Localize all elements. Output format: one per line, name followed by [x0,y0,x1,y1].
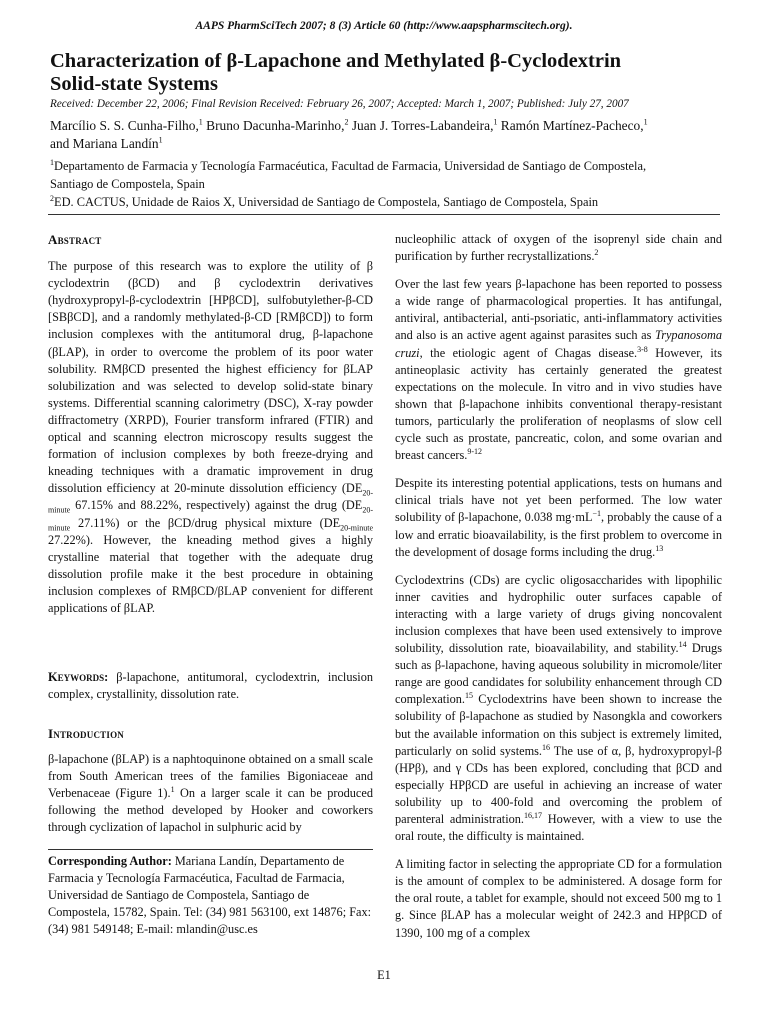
paragraph-3 [395,475,722,560]
paragraph-text: However, its antineoplasic activity has certainly generated the greatest expectations on the molecule. In vitro and in vivo studies have shown that β-lapachone inhibits conventional therapy-resistant tumors, particularly the proliferation of neoplasms of slow cell cycle such as prostate, pancreatic, colon, and some ovarian and breast cancers. [395,345,722,463]
author-affiliation-mark: 1 [643,117,648,127]
abstract-subscript: 20-minute [340,522,373,532]
paragraph-text: Drugs such as β-lapachone, having aqueous solubility in micromole/liter range are good candidates for solubility enhancement through CD complexation. [395,641,722,707]
paragraph-2 [395,276,722,464]
corresponding-author [48,853,373,938]
affiliation-1 [50,157,740,193]
affiliation-text: ED. CACTUS, Unidade de Raios X, Universidad de Santiago de Compostela, Santiago de Compostela, Spain [54,195,599,209]
citation-mark: 14 [678,639,687,649]
abstract-section [48,231,373,617]
right-column [395,231,722,942]
introduction-heading: Introduction [48,726,124,741]
introduction-text-part: On a larger scale it can be produced following the method developed by Hooker and coworkers through cyclization of lapachol in sulphuric acid by [48,786,373,835]
abstract-subscript: 20-minute [48,505,373,532]
abstract-text-part: 27.22%). However, the kneading method gives a highly crystalline material that together with the adequate drug dissolution profile make it the best procedure in obtaining inclusion complexes of RMβCD/βLAP convenient for different applications of βLAP. [48,532,373,615]
author-name: Bruno Dacunha-Marinho, [202,118,345,133]
citation-mark: 16,17 [524,810,542,820]
author-affiliation-mark: 1 [158,135,163,145]
author-name: and Mariana Landín [50,136,159,151]
paragraph-text: Despite its interesting potential applications, tests on humans and clinical trials have not yet been performed. The low water solubility of β-lapachone, 0.038 mg·mL [395,476,722,525]
affiliation-2 [50,193,740,211]
author-list [50,117,730,153]
unit-exponent: −1 [592,509,601,519]
citation-mark: 3-8 [637,344,648,354]
abstract-subscript: 20-minute [48,488,373,515]
corresponding-label: Corresponding Author: [48,854,172,868]
paragraph-text: However, with a view to use the oral route, the difficulty is maintained. [395,812,722,844]
affiliation-mark: 2 [50,193,54,203]
footnote-divider [48,849,373,850]
citation-mark: 2 [594,248,599,257]
author-affiliation-mark: 1 [493,117,498,127]
introduction-text-part: β-lapachone (βLAP) is a naphtoquinone obtained on a small scale from South American trees of the families Bigoniaceae and Verbenaceae (Figure 1). [48,752,373,801]
citation-mark: 9-12 [467,447,483,457]
abstract-text [48,258,373,617]
author-affiliation-mark: 2 [344,117,349,127]
species-name: Trypanosoma cruzi [395,328,722,360]
received-dates: Received: December 22, 2006; Final Revision Received: February 26, 2007; Accepted: March 1, 2007; Published: July 27, 2007 [50,98,629,110]
affiliation-text: Santiago de Compostela, Spain [50,177,205,191]
citation-mark: 1 [170,785,175,795]
paragraph-5: A limiting factor in selecting the appropriate CD for a formulation is the amount of complex to be administered. A dosage form for the oral route, a tablet for example, should not exceed 500 mg to 1 g. Since βLAP has a molecular weight of 242.3 and HPβCD of 1390, 100 mg of a complex [395,857,722,940]
introduction-section [48,725,373,837]
author-name: Juan J. Torres-Labandeira, [348,118,494,133]
keywords-label: Keywords: [48,670,109,684]
title-line-1: Characterization of β-Lapachone and Methylated β-Cyclodextrin [50,50,622,72]
introduction-text [48,751,373,836]
affiliation-text: Departamento de Farmacia y Tecnología Farmacéutica, Facultad de Farmacia, Universidad de Santiago de Compostela, [54,159,647,173]
header-divider [48,214,720,215]
keywords [48,669,373,703]
journal-header: AAPS PharmSciTech 2007; 8 (3) Article 60 (http://www.aapspharmscitech.org). [195,20,573,32]
keywords-section [48,669,373,703]
paragraph-1 [395,231,722,265]
author-name: Marcílio S. S. Cunha-Filho, [50,118,199,133]
citation-mark: 16 [542,742,550,752]
abstract-text-part: 27.11%) or the βCD/drug physical mixture (DE [70,515,341,530]
affiliation-mark: 1 [50,157,54,167]
abstract-text-part: The purpose of this research was to explore the utility of β cyclodextrin (βCD) and β cyclodextrin derivatives (hydroxypropyl-β-cyclodextrin [HPβCD], sulfobutylether-β-CD [SBβCD], and a randomly methylated-β-CD [RMβCD]) to form inclusion complexes with the antitumoral drug, β-lapachone (βLAP), in order to overcome the problem of its poor water solubility. RMβCD presented the highest efficiency for βLAP solubilization and was selected to develop solid-state binary systems. Differential scanning calorimetry (DSC), X-ray powder diffractometry (XRPD), Fourier transform infrared (FTIR) and optical and scanning electron microscopy results suggest the formation of inclusion complexes by both freeze-drying and kneading techniques with a dramatic improvement in drug dissolution efficiency at 20-minute dissolution efficiency (DE [48,259,373,496]
page-number: E1 [377,968,391,982]
title-line-2: Solid-state Systems [50,73,218,95]
paragraph-text: The use of α, β, hydroxypropyl-β (HPβ), and γ CDs has been explored, concluding that βCD and especially HPβCD are useful in achieving an increase of water solubility up to 400-fold and overcoming the problem of parenteral administration. [395,743,722,826]
abstract-heading: Abstract [48,232,102,247]
paragraph-4 [395,572,722,846]
corresponding-text: Mariana Landín, Departamento de Farmacia y Tecnología Farmacéutica, Facultad de Farmacia, Universidad de Santiago de Compostela, Santiago de Compostela, 15782, Spain. Tel: (34) 981 563100, ext 14876; Fax: (34) 981 549148; E-mail: mlandin@usc.es [48,854,372,937]
paragraph-text: Cyclodextrins have been shown to increase the solubility of β-lapachone as studied by Nasongkla and coworkers but the available information on this subject is extremely limited, particularly on solid systems. [395,692,722,758]
paragraph-text: Over the last few years β-lapachone has been reported to possess a wide range of pharmacological properties. It has antifungal, antiviral, antibacterial, anti-psoriatic, anti-inflammatory activities and also is an active agent against parasites such as [395,277,722,343]
abstract-text-part: 67.15% and 88.22%, respectively) against the drug (DE [70,498,363,513]
affiliations [50,157,740,211]
paragraph-text: , the etiologic agent of Chagas disease. [419,345,638,360]
author-name: Ramón Martínez-Pacheco, [497,118,644,133]
author-affiliation-mark: 1 [198,117,203,127]
paragraph-text: nucleophilic attack of oxygen of the isoprenyl side chain and purification by further recrystallizations. [395,232,722,264]
citation-mark: 15 [465,691,474,701]
paper-title [50,50,730,96]
citation-mark: 13 [655,543,664,553]
keywords-text: β-lapachone, antitumoral, cyclodextrin, inclusion complex, crystallinity, dissolution rate. [48,670,373,702]
paragraph-text: , probably the cause of a low and erratic bioavailability, is the first problem to overcome in the development of dosage forms including the drug. [395,510,722,559]
paragraph-text: Cyclodextrins (CDs) are cyclic oligosaccharides with lipophilic inner cavities and hydrophilic outer surfaces capable of interacting with a large variety of drugs giving noncovalent inclusion complexes that have been used extensively to improve solubility, dissolution rate, bioavailability, and stability. [395,572,722,656]
